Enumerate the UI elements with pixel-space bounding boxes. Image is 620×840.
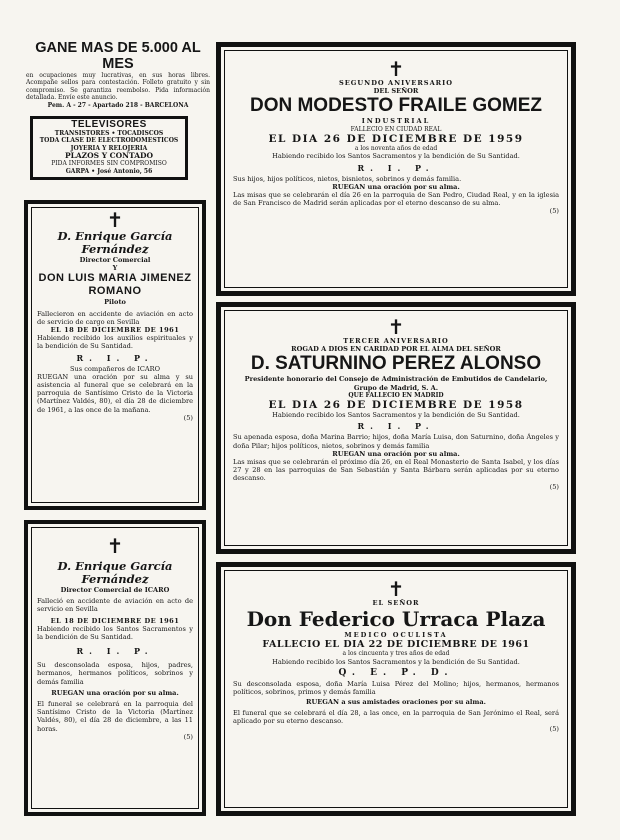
- obit-funeral: El funeral se celebrará en la parroquia del Santísimo Cristo de la Victoria (Martínez Valdés, 80), el día 28 de diciembre, a las 11 horas.: [37, 700, 193, 733]
- obit-el: EL SEÑOR: [372, 599, 420, 607]
- obit-name: D. SATURNINO PEREZ ALONSO: [250, 353, 542, 375]
- ad-tv-title: TELEVISORES: [71, 119, 147, 130]
- obit-role: Director Comercial de ICARO: [60, 586, 170, 594]
- obit-date: EL 18 DE DICIEMBRE DE 1961: [50, 616, 180, 625]
- obit-anniversary: TERCER ANIVERSARIO: [343, 337, 449, 345]
- obit-anniversary: SEGUNDO ANIVERSARIO: [339, 79, 453, 87]
- obituary-perez-alonso: [216, 302, 576, 554]
- cross-icon: ✝: [387, 577, 405, 601]
- obit-sacraments: Habiendo recibido los Santos Sacramentos y la bendición de Su Santidad.: [272, 152, 520, 161]
- obit-number: (5): [549, 725, 559, 734]
- ad-money-body: en ocupaciones muy lucrativas, en sus horas libres. Acompañe sellos para contestación. Folleto gratuito y sin compromiso. Se garantiza reembolso. Pida información detallada. Envíe este anuncio.: [26, 72, 210, 102]
- obit-sacraments: Habiendo recibido los auxilios espirituales y la bendición de Su Santidad.: [37, 334, 193, 351]
- obit-ruegan: RUEGAN una oración por su alma.: [51, 688, 179, 697]
- obit-conj: Y: [112, 264, 118, 273]
- obit-masses: Las misas que se celebrarán el día 26 en la parroquia de San Pedro, Ciudad Real, y en la iglesia de San Francisco de Madrid serán aplicadas por el eterno descanso de su alma.: [233, 191, 559, 208]
- ad-tv-line1: TRANSISTORES • TOCADISCOS: [54, 130, 164, 137]
- obit-age: a los cincuenta y tres años de edad: [342, 650, 450, 658]
- obit-name: D. Enrique García Fernández: [57, 229, 173, 256]
- obit-age: a los noventa años de edad: [354, 145, 438, 153]
- obit-profession: MEDICO OCULISTA: [344, 631, 448, 640]
- obit-number: (5): [183, 732, 193, 741]
- obit-date: EL DIA 26 DE DICIEMBRE DE 1958: [268, 399, 524, 412]
- obit-masses: Las misas que se celebrarán el próximo día 26, en el Real Monasterio de Santa Isabel, y los días 27 y 28 en las parroquias de San Sebastián y Santa Bárbara serán aplicadas por su eterno descanso.: [233, 458, 559, 483]
- cross-icon: ✝: [387, 315, 405, 339]
- obit-number: (5): [183, 413, 193, 422]
- cross-icon: ✝: [106, 208, 124, 232]
- obit-body: Fallecieron en accidente de aviación en acto de servicio de cargo en Sevilla: [37, 309, 193, 326]
- obit-rip: R. I. P.: [357, 162, 435, 173]
- ad-tv-footer: GARPA • José Antonio, 56: [65, 167, 153, 175]
- ad-money-address: Pem. A - 27 - Apartado 218 - BARCELONA: [47, 101, 189, 109]
- obituary-garcia-fernandez: [24, 520, 206, 816]
- obit-sacraments: Habiendo recibido los Santos Sacramentos y la bendición de Su Santidad.: [37, 624, 193, 642]
- obituary-garcia-jimenez: [24, 200, 206, 510]
- obit-date: EL 18 DE DICIEMBRE DE 1961: [50, 326, 180, 335]
- obit-date: EL DIA 26 DE DICIEMBRE DE 1959: [268, 133, 524, 146]
- obit-masses: El funeral que se celebrará el día 28, a las once, en la parroquia de San Jerónimo el Real, será aplicado por su eterno descanso.: [233, 708, 559, 725]
- obit-place: FALLECIO EN CIUDAD REAL: [350, 125, 442, 133]
- ad-tv-line3: JOYERIA Y RELOJERIA: [70, 144, 148, 152]
- obit-sacraments: Habiendo recibido los Santos Sacramentos y la bendición de Su Santidad.: [272, 657, 520, 666]
- obit-place: QUE FALLECIO EN MADRID: [348, 391, 444, 399]
- ad-tv-line5: PIDA INFORMES SIN COMPROMISO: [51, 160, 167, 168]
- obit-position: Presidente honorario del Consejo de Administración de Embutidos de Candelario, Grupo de Madrid, S. A.: [244, 375, 548, 392]
- obit-body: Falleció en accidente de aviación en acto de servicio en Sevilla: [37, 597, 193, 614]
- obit-rogad: ROGAD A DIOS EN CARIDAD POR EL ALMA DEL SEÑOR: [291, 345, 501, 354]
- obit-name-2: DON LUIS MARIA JIMENEZ ROMANO: [38, 272, 192, 298]
- obit-profession: INDUSTRIAL: [361, 117, 431, 126]
- obit-del: DEL SEÑOR: [373, 87, 419, 96]
- obit-sacraments: Habiendo recibido los Santos Sacramentos y la bendición de Su Santidad.: [272, 411, 520, 420]
- obit-family: Sus hijos, hijos políticos, nietos, bisnietos, sobrinos y demás familia.: [233, 174, 462, 183]
- obit-number: (5): [549, 482, 559, 491]
- obit-ruegan: RUEGAN una oración por su alma y su asistencia al funeral que se celebrará en la parroquia de Santísimo Cristo de la Victoria (Martínez Valdés, 80), el día 28 de diciembre de 1961, a las once de la mañana.: [37, 372, 193, 414]
- obit-rip: R. I. P.: [76, 352, 154, 363]
- obit-role-2: Piloto: [104, 298, 126, 307]
- obit-rip: Q. E. P. D.: [338, 668, 454, 679]
- obit-ruegan: RUEGAN a sus amistades oraciones por su alma.: [306, 698, 486, 707]
- obit-ruegan: RUEGAN una oración por su alma.: [332, 182, 460, 191]
- obit-family: Su desconsolada esposa, hijos, padres, hermanos, hermanos políticos, sobrinos y demás familia: [37, 661, 193, 686]
- obit-name: Don Federico Urraca Plaza: [246, 607, 546, 632]
- obit-ruegan: RUEGAN una oración por su alma.: [332, 449, 460, 458]
- cross-icon: ✝: [387, 57, 405, 81]
- ad-money: [26, 40, 210, 109]
- obit-name: D. Enrique García Fernández: [57, 559, 173, 586]
- obit-family: Su apenada esposa, doña Marina Barrio; hijos, doña María Luisa, don Saturnino, doña Ángeles y doña Pilar; hijos políticos, nietos, sobrinos y demás familia: [233, 433, 559, 450]
- ad-tv-line2: TODA CLASE DE ELECTRODOMESTICOS: [39, 137, 179, 145]
- obit-rip: R. I. P.: [76, 646, 154, 657]
- obit-date: FALLECIO EL DIA 22 DE DICIEMBRE DE 1961: [262, 639, 530, 651]
- obit-family: Su desconsolada esposa, doña María Luisa Pérez del Molino; hijos, hermanos, hermanos políticos, sobrinos, primos y demás familia: [233, 680, 559, 697]
- ad-televisores: [30, 116, 188, 180]
- ad-tv-line4: PLAZOS Y CONTADO: [64, 151, 154, 161]
- obit-name: DON MODESTO FRAILE GOMEZ: [249, 95, 543, 117]
- obit-role: Director Comercial: [79, 256, 151, 264]
- obit-companions: Sus compañeros de ICARO: [69, 364, 161, 373]
- cross-icon: ✝: [106, 534, 124, 558]
- obituary-fraile-gomez: [216, 42, 576, 296]
- ad-money-headline: GANE MAS DE 5.000 AL MES: [35, 40, 201, 72]
- obit-rip: R. I. P.: [357, 421, 435, 432]
- obit-number: (5): [549, 207, 559, 216]
- obituary-urraca-plaza: [216, 562, 576, 816]
